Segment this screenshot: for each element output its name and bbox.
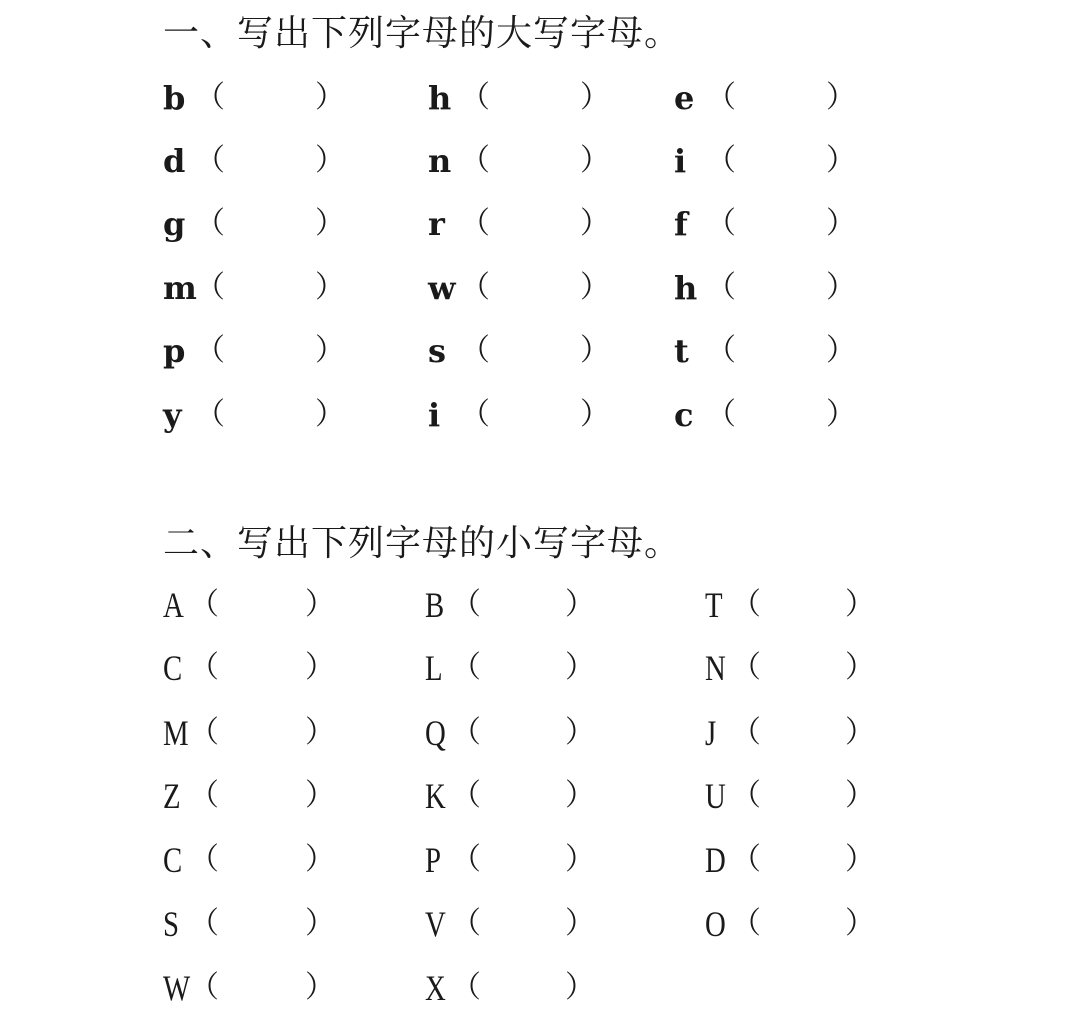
- open-paren: （: [460, 333, 490, 368]
- answer-item: [163, 840, 335, 880]
- answer-item: [163, 713, 335, 753]
- answer-item: [674, 141, 856, 181]
- open-paren: （: [195, 333, 225, 368]
- close-paren: ）: [565, 778, 595, 813]
- answer-item: [425, 968, 595, 1008]
- open-paren: （: [189, 715, 219, 750]
- prompt-letter: r: [428, 205, 445, 243]
- prompt-letter: M: [163, 713, 189, 753]
- prompt-letter: X: [425, 968, 446, 1008]
- open-paren: （: [706, 270, 736, 305]
- close-paren: ）: [565, 715, 595, 750]
- open-paren: （: [451, 842, 481, 877]
- prompt-letter: N: [705, 648, 726, 688]
- prompt-letter: m: [163, 269, 197, 307]
- open-paren: （: [189, 970, 219, 1005]
- close-paren: ）: [315, 80, 345, 115]
- close-paren: ）: [580, 333, 610, 368]
- prompt-letter: B: [425, 585, 445, 625]
- prompt-letter: K: [425, 776, 446, 816]
- close-paren: ）: [845, 650, 875, 685]
- close-paren: ）: [305, 970, 335, 1005]
- prompt-letter: s: [428, 332, 447, 370]
- answer-item: [425, 776, 595, 816]
- open-paren: （: [189, 906, 219, 941]
- prompt-letter: p: [163, 332, 186, 370]
- answer-item: [163, 78, 345, 118]
- prompt-letter: i: [428, 396, 441, 434]
- close-paren: ）: [826, 80, 856, 115]
- open-paren: （: [460, 143, 490, 178]
- answer-item: [428, 78, 610, 118]
- answer-item: [705, 904, 875, 944]
- prompt-letter: W: [163, 968, 191, 1008]
- prompt-letter: d: [163, 142, 186, 180]
- open-paren: （: [731, 906, 761, 941]
- prompt-letter: y: [163, 396, 182, 434]
- answer-item: [705, 713, 875, 753]
- close-paren: ）: [565, 650, 595, 685]
- close-paren: ）: [315, 206, 345, 241]
- answer-item: [163, 648, 335, 688]
- close-paren: ）: [565, 842, 595, 877]
- answer-item: [428, 395, 610, 435]
- prompt-letter: A: [163, 585, 184, 625]
- open-paren: （: [460, 397, 490, 432]
- open-paren: （: [451, 906, 481, 941]
- close-paren: ）: [305, 778, 335, 813]
- answer-item: [674, 331, 856, 371]
- open-paren: （: [451, 778, 481, 813]
- close-paren: ）: [580, 80, 610, 115]
- section-2-heading: 二、写出下列字母的小写字母。: [163, 523, 682, 564]
- answer-item: [163, 968, 335, 1008]
- answer-item: [425, 904, 595, 944]
- prompt-letter: h: [674, 269, 698, 307]
- prompt-letter: t: [674, 332, 689, 370]
- answer-item: [674, 78, 856, 118]
- prompt-letter: T: [705, 585, 723, 625]
- close-paren: ）: [845, 715, 875, 750]
- answer-item: [425, 713, 595, 753]
- close-paren: ）: [305, 587, 335, 622]
- open-paren: （: [706, 206, 736, 241]
- open-paren: （: [731, 778, 761, 813]
- prompt-letter: L: [425, 648, 443, 688]
- answer-item: [163, 331, 345, 371]
- close-paren: ）: [580, 143, 610, 178]
- close-paren: ）: [305, 906, 335, 941]
- answer-item: [163, 904, 335, 944]
- prompt-letter: w: [428, 269, 456, 307]
- open-paren: （: [451, 970, 481, 1005]
- prompt-letter: c: [674, 396, 694, 434]
- prompt-letter: Q: [425, 713, 446, 753]
- close-paren: ）: [305, 842, 335, 877]
- open-paren: （: [460, 206, 490, 241]
- prompt-letter: V: [425, 904, 446, 944]
- close-paren: ）: [845, 587, 875, 622]
- open-paren: （: [706, 143, 736, 178]
- prompt-letter: D: [705, 840, 726, 880]
- prompt-letter: J: [705, 713, 717, 753]
- close-paren: ）: [826, 143, 856, 178]
- close-paren: ）: [305, 650, 335, 685]
- answer-item: [428, 141, 610, 181]
- answer-item: [428, 204, 610, 244]
- answer-item: [705, 585, 875, 625]
- close-paren: ）: [305, 715, 335, 750]
- prompt-letter: C: [163, 840, 183, 880]
- close-paren: ）: [315, 397, 345, 432]
- prompt-letter: g: [163, 205, 186, 243]
- close-paren: ）: [565, 587, 595, 622]
- answer-item: [705, 776, 875, 816]
- open-paren: （: [195, 397, 225, 432]
- prompt-letter: S: [163, 904, 180, 944]
- close-paren: ）: [315, 270, 345, 305]
- prompt-letter: Z: [163, 776, 181, 816]
- open-paren: （: [189, 650, 219, 685]
- close-paren: ）: [826, 270, 856, 305]
- prompt-letter: f: [674, 205, 688, 243]
- close-paren: ）: [826, 206, 856, 241]
- open-paren: （: [460, 80, 490, 115]
- close-paren: ）: [845, 778, 875, 813]
- answer-item: [674, 204, 856, 244]
- answer-item: [163, 585, 335, 625]
- prompt-letter: P: [425, 840, 442, 880]
- prompt-letter: C: [163, 648, 183, 688]
- close-paren: ）: [826, 397, 856, 432]
- prompt-letter: O: [705, 904, 726, 944]
- close-paren: ）: [845, 842, 875, 877]
- prompt-letter: n: [428, 142, 452, 180]
- open-paren: （: [451, 587, 481, 622]
- open-paren: （: [460, 270, 490, 305]
- open-paren: （: [189, 778, 219, 813]
- answer-item: [705, 840, 875, 880]
- open-paren: （: [189, 842, 219, 877]
- answer-item: [428, 331, 610, 371]
- close-paren: ）: [580, 397, 610, 432]
- open-paren: （: [731, 842, 761, 877]
- answer-item: [163, 204, 345, 244]
- answer-item: [674, 395, 856, 435]
- close-paren: ）: [826, 333, 856, 368]
- prompt-letter: i: [674, 142, 687, 180]
- open-paren: （: [731, 715, 761, 750]
- close-paren: ）: [580, 206, 610, 241]
- close-paren: ）: [565, 906, 595, 941]
- close-paren: ）: [580, 270, 610, 305]
- open-paren: （: [195, 143, 225, 178]
- open-paren: （: [195, 80, 225, 115]
- close-paren: ）: [845, 906, 875, 941]
- answer-item: [674, 268, 856, 308]
- open-paren: （: [195, 206, 225, 241]
- open-paren: （: [451, 650, 481, 685]
- answer-item: [428, 268, 610, 308]
- open-paren: （: [195, 270, 225, 305]
- open-paren: （: [731, 650, 761, 685]
- answer-item: [163, 395, 345, 435]
- open-paren: （: [706, 333, 736, 368]
- answer-item: [425, 648, 595, 688]
- answer-item: [425, 585, 595, 625]
- open-paren: （: [706, 80, 736, 115]
- answer-item: [163, 776, 335, 816]
- close-paren: ）: [315, 143, 345, 178]
- section-1-heading: 一、写出下列字母的大写字母。: [163, 13, 682, 54]
- prompt-letter: b: [163, 79, 186, 117]
- open-paren: （: [706, 397, 736, 432]
- prompt-letter: e: [674, 79, 695, 117]
- answer-item: [425, 840, 595, 880]
- prompt-letter: U: [705, 776, 726, 816]
- close-paren: ）: [315, 333, 345, 368]
- open-paren: （: [451, 715, 481, 750]
- close-paren: ）: [565, 970, 595, 1005]
- open-paren: （: [189, 587, 219, 622]
- answer-item: [163, 268, 345, 308]
- answer-item: [705, 648, 875, 688]
- open-paren: （: [731, 587, 761, 622]
- prompt-letter: h: [428, 79, 452, 117]
- answer-item: [163, 141, 345, 181]
